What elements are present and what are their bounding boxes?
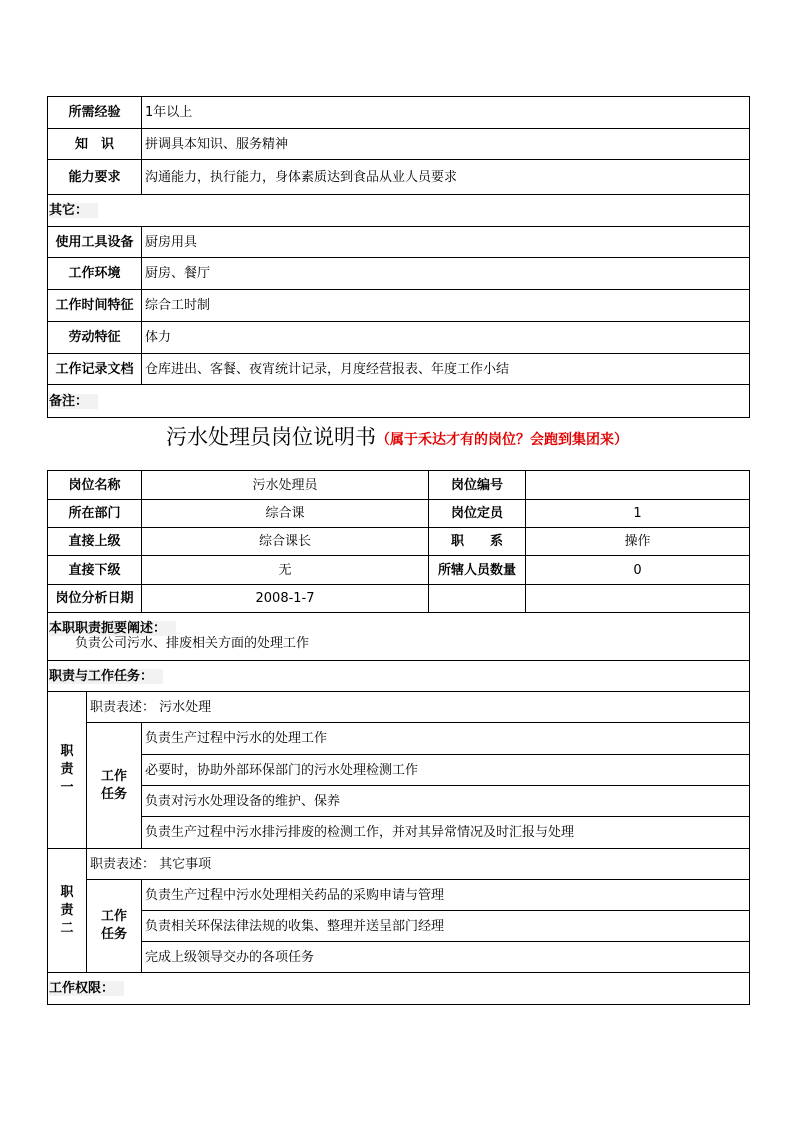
remark-label: 备注： bbox=[49, 394, 98, 409]
table-row bbox=[48, 322, 750, 354]
title-main: 污水处理员岗位说明书 bbox=[166, 425, 376, 449]
summary-text: 负责公司污水、排废相关方面的处理工作 bbox=[75, 636, 310, 651]
superior-label: 直接上级 bbox=[48, 528, 142, 556]
tools-value: 厨房用具 bbox=[142, 227, 750, 258]
table-row bbox=[48, 817, 750, 849]
labor-label: 劳动特征 bbox=[48, 322, 142, 354]
records-value: 仓库进出、客餐、夜宵统计记录，月度经营报表、年度工作小结 bbox=[142, 354, 750, 385]
knowledge-label: 知 识 bbox=[48, 129, 142, 160]
dept-value: 综合课 bbox=[142, 500, 429, 528]
table-row bbox=[48, 880, 750, 911]
dept-label: 所在部门 bbox=[48, 500, 142, 528]
post-name-value: 污水处理员 bbox=[142, 471, 429, 500]
duty2-task-1: 负责生产过程中污水处理相关药品的采购申请与管理 bbox=[142, 880, 750, 911]
date-label: 岗位分析日期 bbox=[48, 585, 142, 613]
table-row bbox=[48, 354, 750, 385]
quota-label: 岗位定员 bbox=[429, 500, 526, 528]
post-no-value bbox=[526, 471, 750, 500]
table-row bbox=[48, 849, 750, 880]
authority-label: 工作权限： bbox=[49, 981, 124, 996]
post-no-label: 岗位编号 bbox=[429, 471, 526, 500]
table-row bbox=[48, 471, 750, 500]
subordinate-label: 直接下级 bbox=[48, 556, 142, 585]
other-label: 其它： bbox=[49, 203, 98, 218]
table-row bbox=[48, 385, 750, 418]
duty1-desc: 职责表述： 污水处理 bbox=[87, 692, 750, 723]
rank-value: 操作 bbox=[526, 528, 750, 556]
duty1-task-3: 负责对污水处理设备的维护、保养 bbox=[142, 786, 750, 817]
superior-value: 综合课长 bbox=[142, 528, 429, 556]
worktime-value: 综合工时制 bbox=[142, 290, 750, 322]
environment-value: 厨房、餐厅 bbox=[142, 258, 750, 290]
table-row bbox=[48, 942, 750, 973]
table-row bbox=[48, 973, 750, 1005]
duty1-task-label: 工作任务 bbox=[100, 768, 127, 802]
table-row bbox=[48, 290, 750, 322]
date-value: 2008-1-7 bbox=[142, 585, 429, 613]
table-row bbox=[48, 585, 750, 613]
ability-label: 能力要求 bbox=[48, 160, 142, 195]
tools-label: 使用工具设备 bbox=[48, 227, 142, 258]
duty1-label: 职责一 bbox=[48, 692, 87, 849]
staff-label: 所辖人员数量 bbox=[429, 556, 526, 585]
job-description-table bbox=[47, 470, 750, 1005]
page-title bbox=[0, 421, 794, 451]
table-row bbox=[48, 129, 750, 160]
records-label: 工作记录文档 bbox=[48, 354, 142, 385]
worktime-label: 工作时间特征 bbox=[48, 290, 142, 322]
experience-value: 1年以上 bbox=[142, 97, 750, 129]
duty2-task-3: 完成上级领导交办的各项任务 bbox=[142, 942, 750, 973]
experience-label: 所需经验 bbox=[48, 97, 142, 129]
staff-value: 0 bbox=[526, 556, 750, 585]
labor-value: 体力 bbox=[142, 322, 750, 354]
ability-value: 沟通能力，执行能力，身体素质达到食品从业人员要求 bbox=[142, 160, 750, 195]
subordinate-value: 无 bbox=[142, 556, 429, 585]
table-row bbox=[48, 755, 750, 786]
duties-label: 职责与工作任务： bbox=[49, 669, 163, 684]
table-row bbox=[48, 911, 750, 942]
table-row bbox=[48, 786, 750, 817]
duty1-task-1: 负责生产过程中污水的处理工作 bbox=[142, 723, 750, 755]
duty2-task-label: 工作任务 bbox=[100, 909, 127, 942]
table-row bbox=[48, 195, 750, 227]
table-row bbox=[48, 613, 750, 661]
upper-table bbox=[47, 96, 750, 418]
table-row bbox=[48, 661, 750, 692]
duty2-task-2: 负责相关环保法律法规的收集、整理并送呈部门经理 bbox=[142, 911, 750, 942]
table-row bbox=[48, 692, 750, 723]
table-row bbox=[48, 227, 750, 258]
table-row bbox=[48, 500, 750, 528]
table-row bbox=[48, 528, 750, 556]
duty1-task-2: 必要时，协助外部环保部门的污水处理检测工作 bbox=[142, 755, 750, 786]
table-row bbox=[48, 556, 750, 585]
post-name-label: 岗位名称 bbox=[48, 471, 142, 500]
duty2-desc: 职责表述： 其它事项 bbox=[87, 849, 750, 880]
duty2-label: 职责二 bbox=[48, 849, 87, 973]
summary-label: 本职职责扼要阐述： bbox=[49, 621, 176, 636]
table-row bbox=[48, 160, 750, 195]
quota-value: 1 bbox=[526, 500, 750, 528]
duty1-task-4: 负责生产过程中污水排污排废的检测工作，并对其异常情况及时汇报与处理 bbox=[142, 817, 750, 849]
title-note: （属于禾达才有的岗位？会跑到集团来） bbox=[376, 432, 628, 448]
table-row bbox=[48, 723, 750, 755]
knowledge-value: 拼调具本知识、服务精神 bbox=[142, 129, 750, 160]
table-row bbox=[48, 258, 750, 290]
rank-label: 职 系 bbox=[429, 528, 526, 556]
table-row bbox=[48, 97, 750, 129]
environment-label: 工作环境 bbox=[48, 258, 142, 290]
